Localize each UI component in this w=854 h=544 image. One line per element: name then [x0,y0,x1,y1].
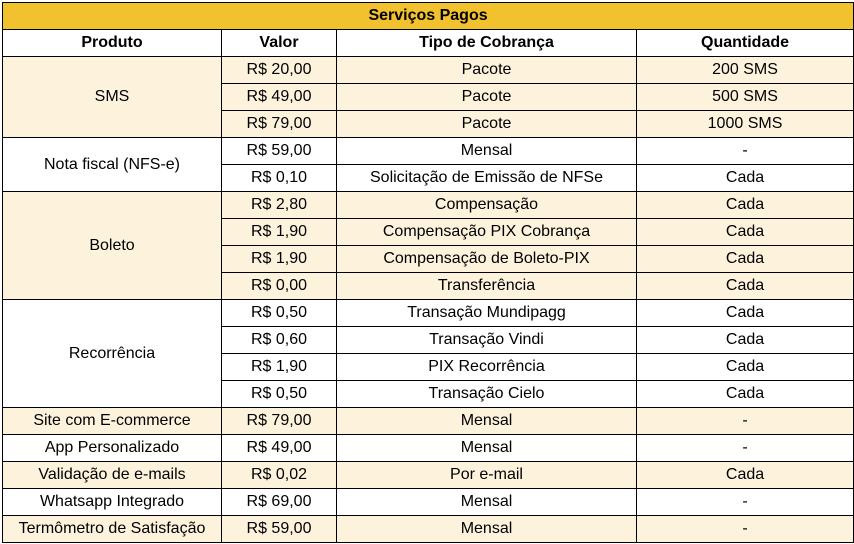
quantity-cell: - [637,435,854,462]
table-row [3,57,854,84]
billing-type-cell: Mensal [337,489,637,516]
product-cell: Boleto [3,192,222,300]
billing-type-cell: Transferência [337,273,637,300]
quantity-cell: Cada [637,219,854,246]
value-cell: R$ 79,00 [222,408,337,435]
header-quantidade: Quantidade [637,30,854,57]
billing-type-cell: Transação Vindi [337,327,637,354]
product-cell: Termômetro de Satisfação [3,516,222,543]
billing-type-cell: Compensação [337,192,637,219]
quantity-cell: Cada [637,381,854,408]
billing-type-cell: PIX Recorrência [337,354,637,381]
value-cell: R$ 0,50 [222,300,337,327]
quantity-cell: - [637,138,854,165]
table-row [3,435,854,462]
table-row [3,300,854,327]
quantity-cell: - [637,408,854,435]
value-cell: R$ 69,00 [222,489,337,516]
value-cell: R$ 0,60 [222,327,337,354]
table-row [3,489,854,516]
value-cell: R$ 0,00 [222,273,337,300]
value-cell: R$ 79,00 [222,111,337,138]
product-cell: Validação de e-mails [3,462,222,489]
quantity-cell: - [637,516,854,543]
quantity-cell: 200 SMS [637,57,854,84]
billing-type-cell: Pacote [337,57,637,84]
header-tipo-cobranca: Tipo de Cobrança [337,30,637,57]
billing-type-cell: Mensal [337,516,637,543]
value-cell: R$ 0,10 [222,165,337,192]
table-row [3,462,854,489]
product-cell: Whatsapp Integrado [3,489,222,516]
title-row [3,3,854,30]
quantity-cell: 1000 SMS [637,111,854,138]
table-body [3,57,854,543]
billing-type-cell: Mensal [337,435,637,462]
value-cell: R$ 0,02 [222,462,337,489]
value-cell: R$ 59,00 [222,516,337,543]
services-table [2,2,854,543]
table-title: Serviços Pagos [3,3,854,30]
product-cell: Recorrência [3,300,222,408]
value-cell: R$ 59,00 [222,138,337,165]
value-cell: R$ 0,50 [222,381,337,408]
quantity-cell: - [637,489,854,516]
billing-type-cell: Mensal [337,138,637,165]
value-cell: R$ 1,90 [222,219,337,246]
header-valor: Valor [222,30,337,57]
quantity-cell: 500 SMS [637,84,854,111]
header-produto: Produto [3,30,222,57]
value-cell: R$ 1,90 [222,354,337,381]
quantity-cell: Cada [637,165,854,192]
billing-type-cell: Solicitação de Emissão de NFSe [337,165,637,192]
quantity-cell: Cada [637,300,854,327]
billing-type-cell: Compensação PIX Cobrança [337,219,637,246]
product-cell: Nota fiscal (NFS-e) [3,138,222,192]
product-cell: App Personalizado [3,435,222,462]
quantity-cell: Cada [637,462,854,489]
billing-type-cell: Por e-mail [337,462,637,489]
product-cell: SMS [3,57,222,138]
billing-type-cell: Transação Mundipagg [337,300,637,327]
table-row [3,138,854,165]
header-row [3,30,854,57]
value-cell: R$ 1,90 [222,246,337,273]
value-cell: R$ 20,00 [222,57,337,84]
value-cell: R$ 49,00 [222,435,337,462]
value-cell: R$ 49,00 [222,84,337,111]
quantity-cell: Cada [637,246,854,273]
billing-type-cell: Compensação de Boleto-PIX [337,246,637,273]
table-row [3,192,854,219]
quantity-cell: Cada [637,273,854,300]
table-row [3,408,854,435]
billing-type-cell: Mensal [337,408,637,435]
billing-type-cell: Transação Cielo [337,381,637,408]
product-cell: Site com E-commerce [3,408,222,435]
value-cell: R$ 2,80 [222,192,337,219]
table-row [3,516,854,543]
billing-type-cell: Pacote [337,111,637,138]
quantity-cell: Cada [637,192,854,219]
billing-type-cell: Pacote [337,84,637,111]
quantity-cell: Cada [637,354,854,381]
quantity-cell: Cada [637,327,854,354]
